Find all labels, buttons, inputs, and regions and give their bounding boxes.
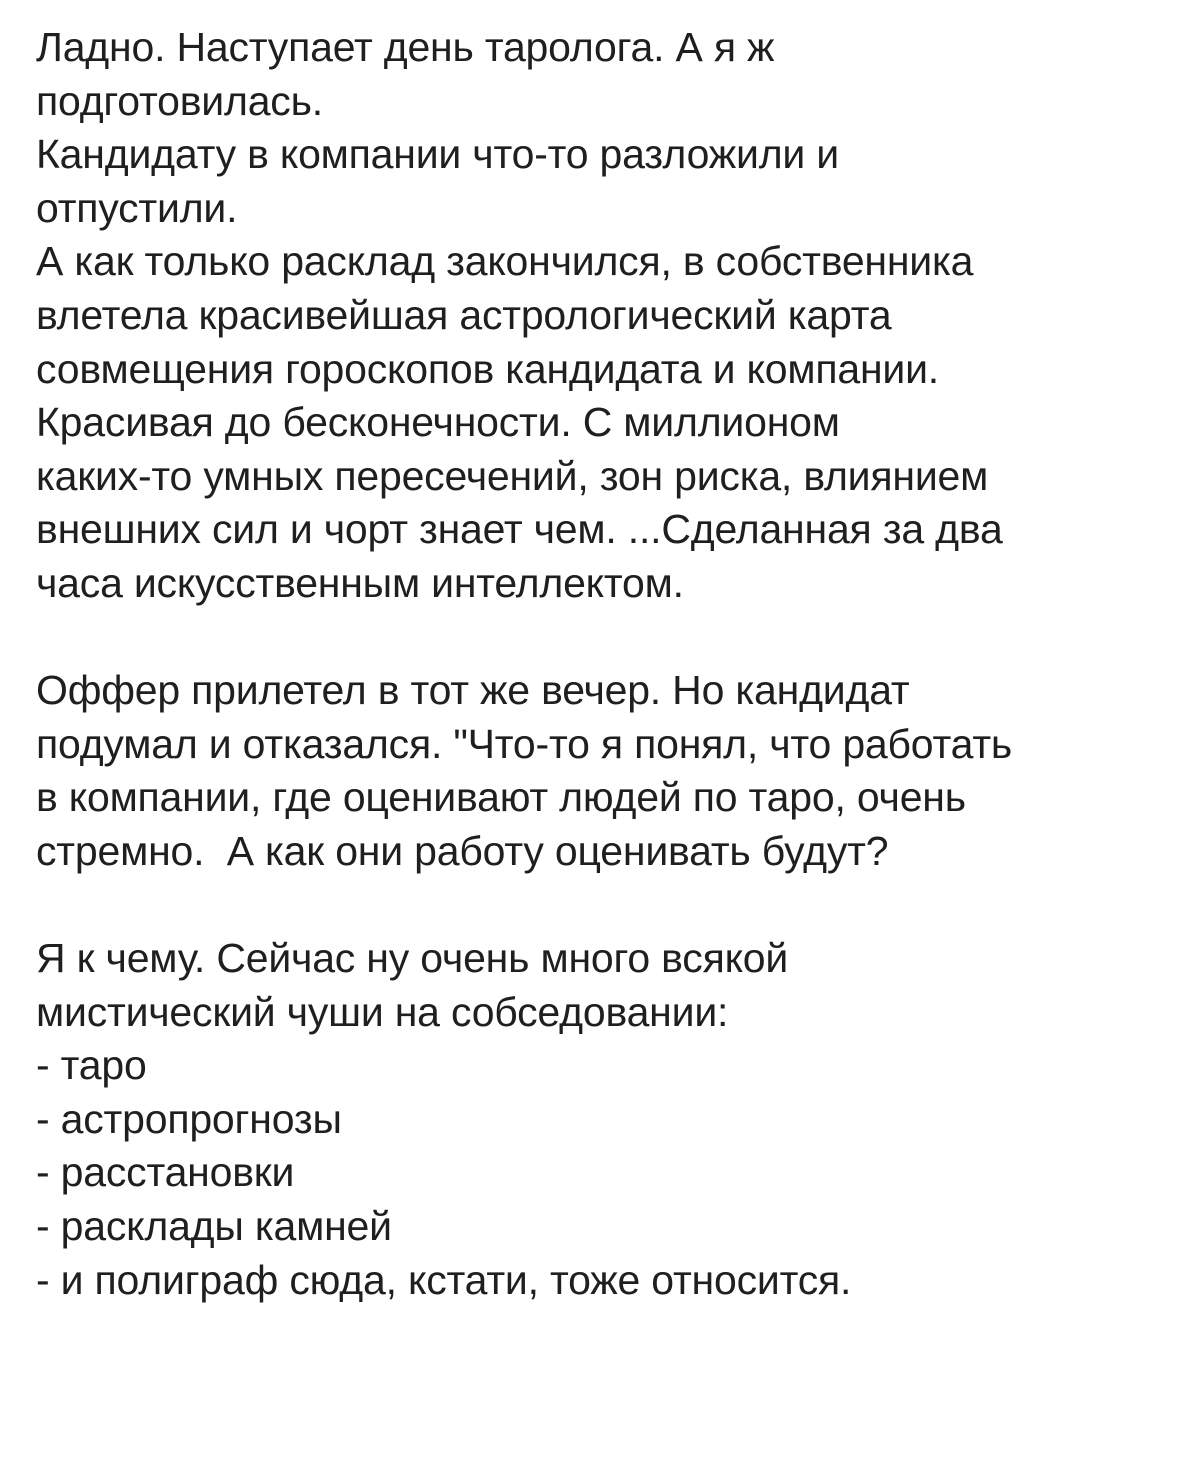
text-line: мистический чуши на собседовании: xyxy=(36,988,729,1035)
list-item: - астропрогнозы xyxy=(36,1095,342,1142)
paragraph-3 xyxy=(36,932,1186,1307)
paragraph-2 xyxy=(36,664,1186,878)
text-line: совмещения гороскопов кандидата и компании. xyxy=(36,345,939,392)
text-line: Я к чему. Сейчас ну очень много всякой xyxy=(36,935,789,982)
list-item: - таро xyxy=(36,1042,147,1089)
text-line: А как только расклад закончился, в собственника xyxy=(36,238,974,285)
text-line: Оффер прилетел в тот же вечер. Но кандидат xyxy=(36,667,910,714)
text-line: каких-то умных пересечений, зон риска, влиянием xyxy=(36,452,989,499)
list-item: - расклады камней xyxy=(36,1203,392,1250)
paragraph-spacer xyxy=(36,879,1186,933)
text-line: отпустили. xyxy=(36,184,238,231)
text-line: Ладно. Наступает день таролога. А я ж xyxy=(36,24,775,70)
list-item: - расстановки xyxy=(36,1149,295,1196)
text-line: часа искусственным интеллектом. xyxy=(36,559,684,606)
text-line: подумал и отказался. "Что-то я понял, что работать xyxy=(36,720,1013,767)
paragraph-spacer xyxy=(36,611,1186,665)
text-line: Красивая до бесконечности. С миллионом xyxy=(36,399,840,446)
list-item: - и полиграф сюда, кстати, тоже относится. xyxy=(36,1256,852,1303)
text-line: внешних сил и чорт знает чем. ...Сделанная за два xyxy=(36,506,1003,553)
text-line: стремно. А как они работу оценивать будут? xyxy=(36,827,889,874)
text-line: Кандидату в компании что-то разложили и xyxy=(36,131,840,178)
post-text xyxy=(36,21,1186,1307)
paragraph-1 xyxy=(36,21,1186,611)
text-line: подготовилась. xyxy=(36,77,323,124)
text-line: влетела красивейшая астрологический карта xyxy=(36,291,892,338)
text-line: в компании, где оценивают людей по таро, очень xyxy=(36,774,966,821)
